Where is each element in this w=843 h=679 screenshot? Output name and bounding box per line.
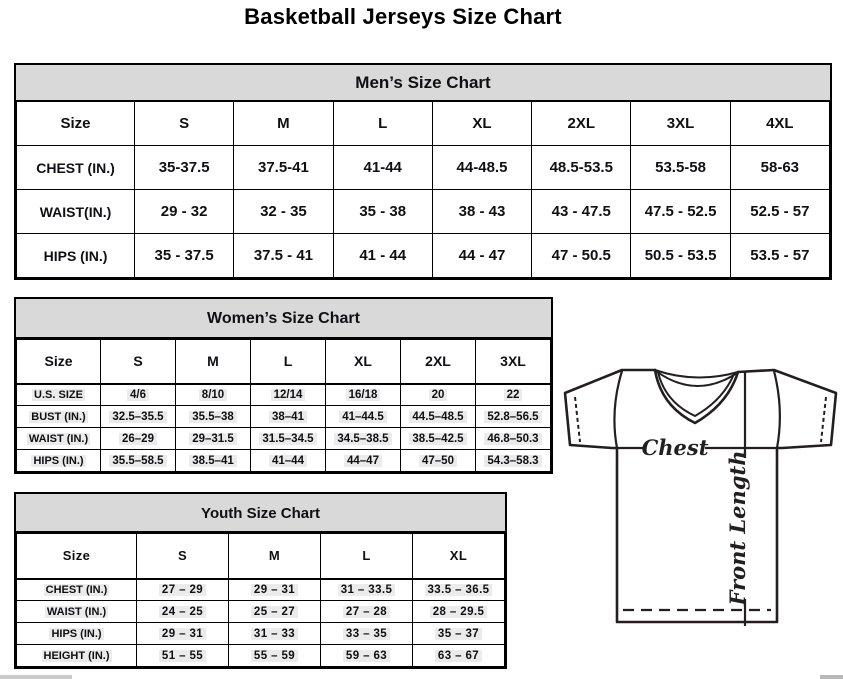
size-value-cell: 35 - 37.5	[135, 234, 234, 278]
size-value-cell: 35 – 37	[413, 623, 505, 645]
size-value-cell: 54.3–58.3	[476, 450, 551, 472]
mens-size-table	[14, 63, 832, 280]
youth-table-title: Youth Size Chart	[16, 494, 505, 533]
column-header-row	[17, 340, 551, 384]
column-header: 4XL	[730, 102, 829, 146]
size-value-cell: 35 - 38	[333, 190, 432, 234]
size-value-cell: 22	[476, 384, 551, 406]
size-value-cell: 48.5-53.5	[532, 146, 631, 190]
size-value-cell: 33.5 – 36.5	[413, 579, 505, 601]
size-value-cell: 47–50	[401, 450, 476, 472]
size-value-cell: 29 - 32	[135, 190, 234, 234]
column-header-row	[17, 102, 830, 146]
size-value-cell: 51 – 55	[137, 645, 229, 667]
table-row	[17, 234, 830, 278]
size-value-cell: 44-48.5	[432, 146, 531, 190]
size-value-cell: 12/14	[251, 384, 326, 406]
size-value-cell: 33 – 35	[321, 623, 413, 645]
size-value-cell: 47.5 - 52.5	[631, 190, 730, 234]
row-label: WAIST (IN.)	[17, 601, 137, 623]
column-header: Size	[17, 534, 137, 579]
column-header: L	[333, 102, 432, 146]
column-header: S	[137, 534, 229, 579]
mens-grid	[16, 101, 830, 278]
size-value-cell: 35.5–58.5	[101, 450, 176, 472]
column-header: 3XL	[631, 102, 730, 146]
size-value-cell: 29–31.5	[176, 428, 251, 450]
size-value-cell: 44.5–48.5	[401, 406, 476, 428]
column-header: XL	[326, 340, 401, 384]
size-value-cell: 20	[401, 384, 476, 406]
size-value-cell: 38 - 43	[432, 190, 531, 234]
size-value-cell: 31 – 33	[229, 623, 321, 645]
womens-size-table	[14, 297, 553, 474]
mens-table-title: Men’s Size Chart	[16, 65, 830, 101]
size-value-cell: 44–47	[326, 450, 401, 472]
row-label: BUST (IN.)	[17, 406, 101, 428]
size-value-cell: 38.5–42.5	[401, 428, 476, 450]
size-value-cell: 46.8–50.3	[476, 428, 551, 450]
size-value-cell: 32.5–35.5	[101, 406, 176, 428]
column-header: XL	[432, 102, 531, 146]
size-value-cell: 35-37.5	[135, 146, 234, 190]
size-value-cell: 34.5–38.5	[326, 428, 401, 450]
womens-grid	[16, 339, 551, 472]
column-header-row	[17, 534, 505, 579]
chest-label: Chest	[641, 435, 709, 460]
jersey-measurement-diagram	[558, 362, 843, 637]
size-value-cell: 41–44.5	[326, 406, 401, 428]
size-value-cell: 44 - 47	[432, 234, 531, 278]
size-value-cell: 37.5-41	[234, 146, 333, 190]
size-value-cell: 52.5 - 57	[730, 190, 829, 234]
size-value-cell: 52.8–56.5	[476, 406, 551, 428]
size-value-cell: 59 – 63	[321, 645, 413, 667]
table-row	[17, 146, 830, 190]
column-header: L	[251, 340, 326, 384]
table-row	[17, 645, 505, 667]
row-label: HIPS (IN.)	[17, 623, 137, 645]
youth-grid	[16, 533, 505, 667]
size-value-cell: 35.5–38	[176, 406, 251, 428]
row-label: HEIGHT (IN.)	[17, 645, 137, 667]
size-value-cell: 41-44	[333, 146, 432, 190]
page-title: Basketball Jerseys Size Chart	[244, 4, 562, 29]
column-header: 3XL	[476, 340, 551, 384]
scrollbar-fragment-left	[0, 675, 72, 679]
size-value-cell: 8/10	[176, 384, 251, 406]
column-header: XL	[413, 534, 505, 579]
table-row	[17, 450, 551, 472]
front-length-label: Front Length	[725, 450, 750, 606]
size-value-cell: 29 – 31	[137, 623, 229, 645]
size-value-cell: 38–41	[251, 406, 326, 428]
column-header: M	[176, 340, 251, 384]
column-header: L	[321, 534, 413, 579]
table-row	[17, 579, 505, 601]
scrollbar-fragment-right	[820, 675, 843, 679]
size-value-cell: 31.5–34.5	[251, 428, 326, 450]
size-value-cell: 43 - 47.5	[532, 190, 631, 234]
size-value-cell: 24 – 25	[137, 601, 229, 623]
size-value-cell: 55 – 59	[229, 645, 321, 667]
column-header: Size	[17, 102, 135, 146]
row-label: U.S. SIZE	[17, 384, 101, 406]
table-row	[17, 428, 551, 450]
youth-size-table	[14, 492, 507, 669]
table-row	[17, 623, 505, 645]
size-value-cell: 63 – 67	[413, 645, 505, 667]
womens-table-title: Women’s Size Chart	[16, 299, 551, 339]
size-value-cell: 16/18	[326, 384, 401, 406]
size-value-cell: 27 – 29	[137, 579, 229, 601]
table-row	[17, 190, 830, 234]
jersey-icon	[558, 362, 843, 637]
size-value-cell: 37.5 - 41	[234, 234, 333, 278]
column-header: Size	[17, 340, 101, 384]
size-value-cell: 4/6	[101, 384, 176, 406]
size-value-cell: 32 - 35	[234, 190, 333, 234]
size-value-cell: 31 – 33.5	[321, 579, 413, 601]
size-value-cell: 26–29	[101, 428, 176, 450]
size-value-cell: 27 – 28	[321, 601, 413, 623]
row-label: HIPS (IN.)	[17, 234, 135, 278]
column-header: M	[229, 534, 321, 579]
size-value-cell: 38.5–41	[176, 450, 251, 472]
size-value-cell: 25 – 27	[229, 601, 321, 623]
size-value-cell: 41–44	[251, 450, 326, 472]
size-value-cell: 58-63	[730, 146, 829, 190]
table-row	[17, 406, 551, 428]
row-label: HIPS (IN.)	[17, 450, 101, 472]
size-value-cell: 41 - 44	[333, 234, 432, 278]
column-header: 2XL	[401, 340, 476, 384]
row-label: WAIST (IN.)	[17, 428, 101, 450]
column-header: 2XL	[532, 102, 631, 146]
size-value-cell: 29 – 31	[229, 579, 321, 601]
size-value-cell: 50.5 - 53.5	[631, 234, 730, 278]
size-value-cell: 53.5-58	[631, 146, 730, 190]
column-header: S	[101, 340, 176, 384]
size-value-cell: 53.5 - 57	[730, 234, 829, 278]
table-row	[17, 384, 551, 406]
table-row	[17, 601, 505, 623]
row-label: WAIST(IN.)	[17, 190, 135, 234]
size-value-cell: 47 - 50.5	[532, 234, 631, 278]
row-label: CHEST (IN.)	[17, 146, 135, 190]
column-header: S	[135, 102, 234, 146]
column-header: M	[234, 102, 333, 146]
size-value-cell: 28 – 29.5	[413, 601, 505, 623]
row-label: CHEST (IN.)	[17, 579, 137, 601]
